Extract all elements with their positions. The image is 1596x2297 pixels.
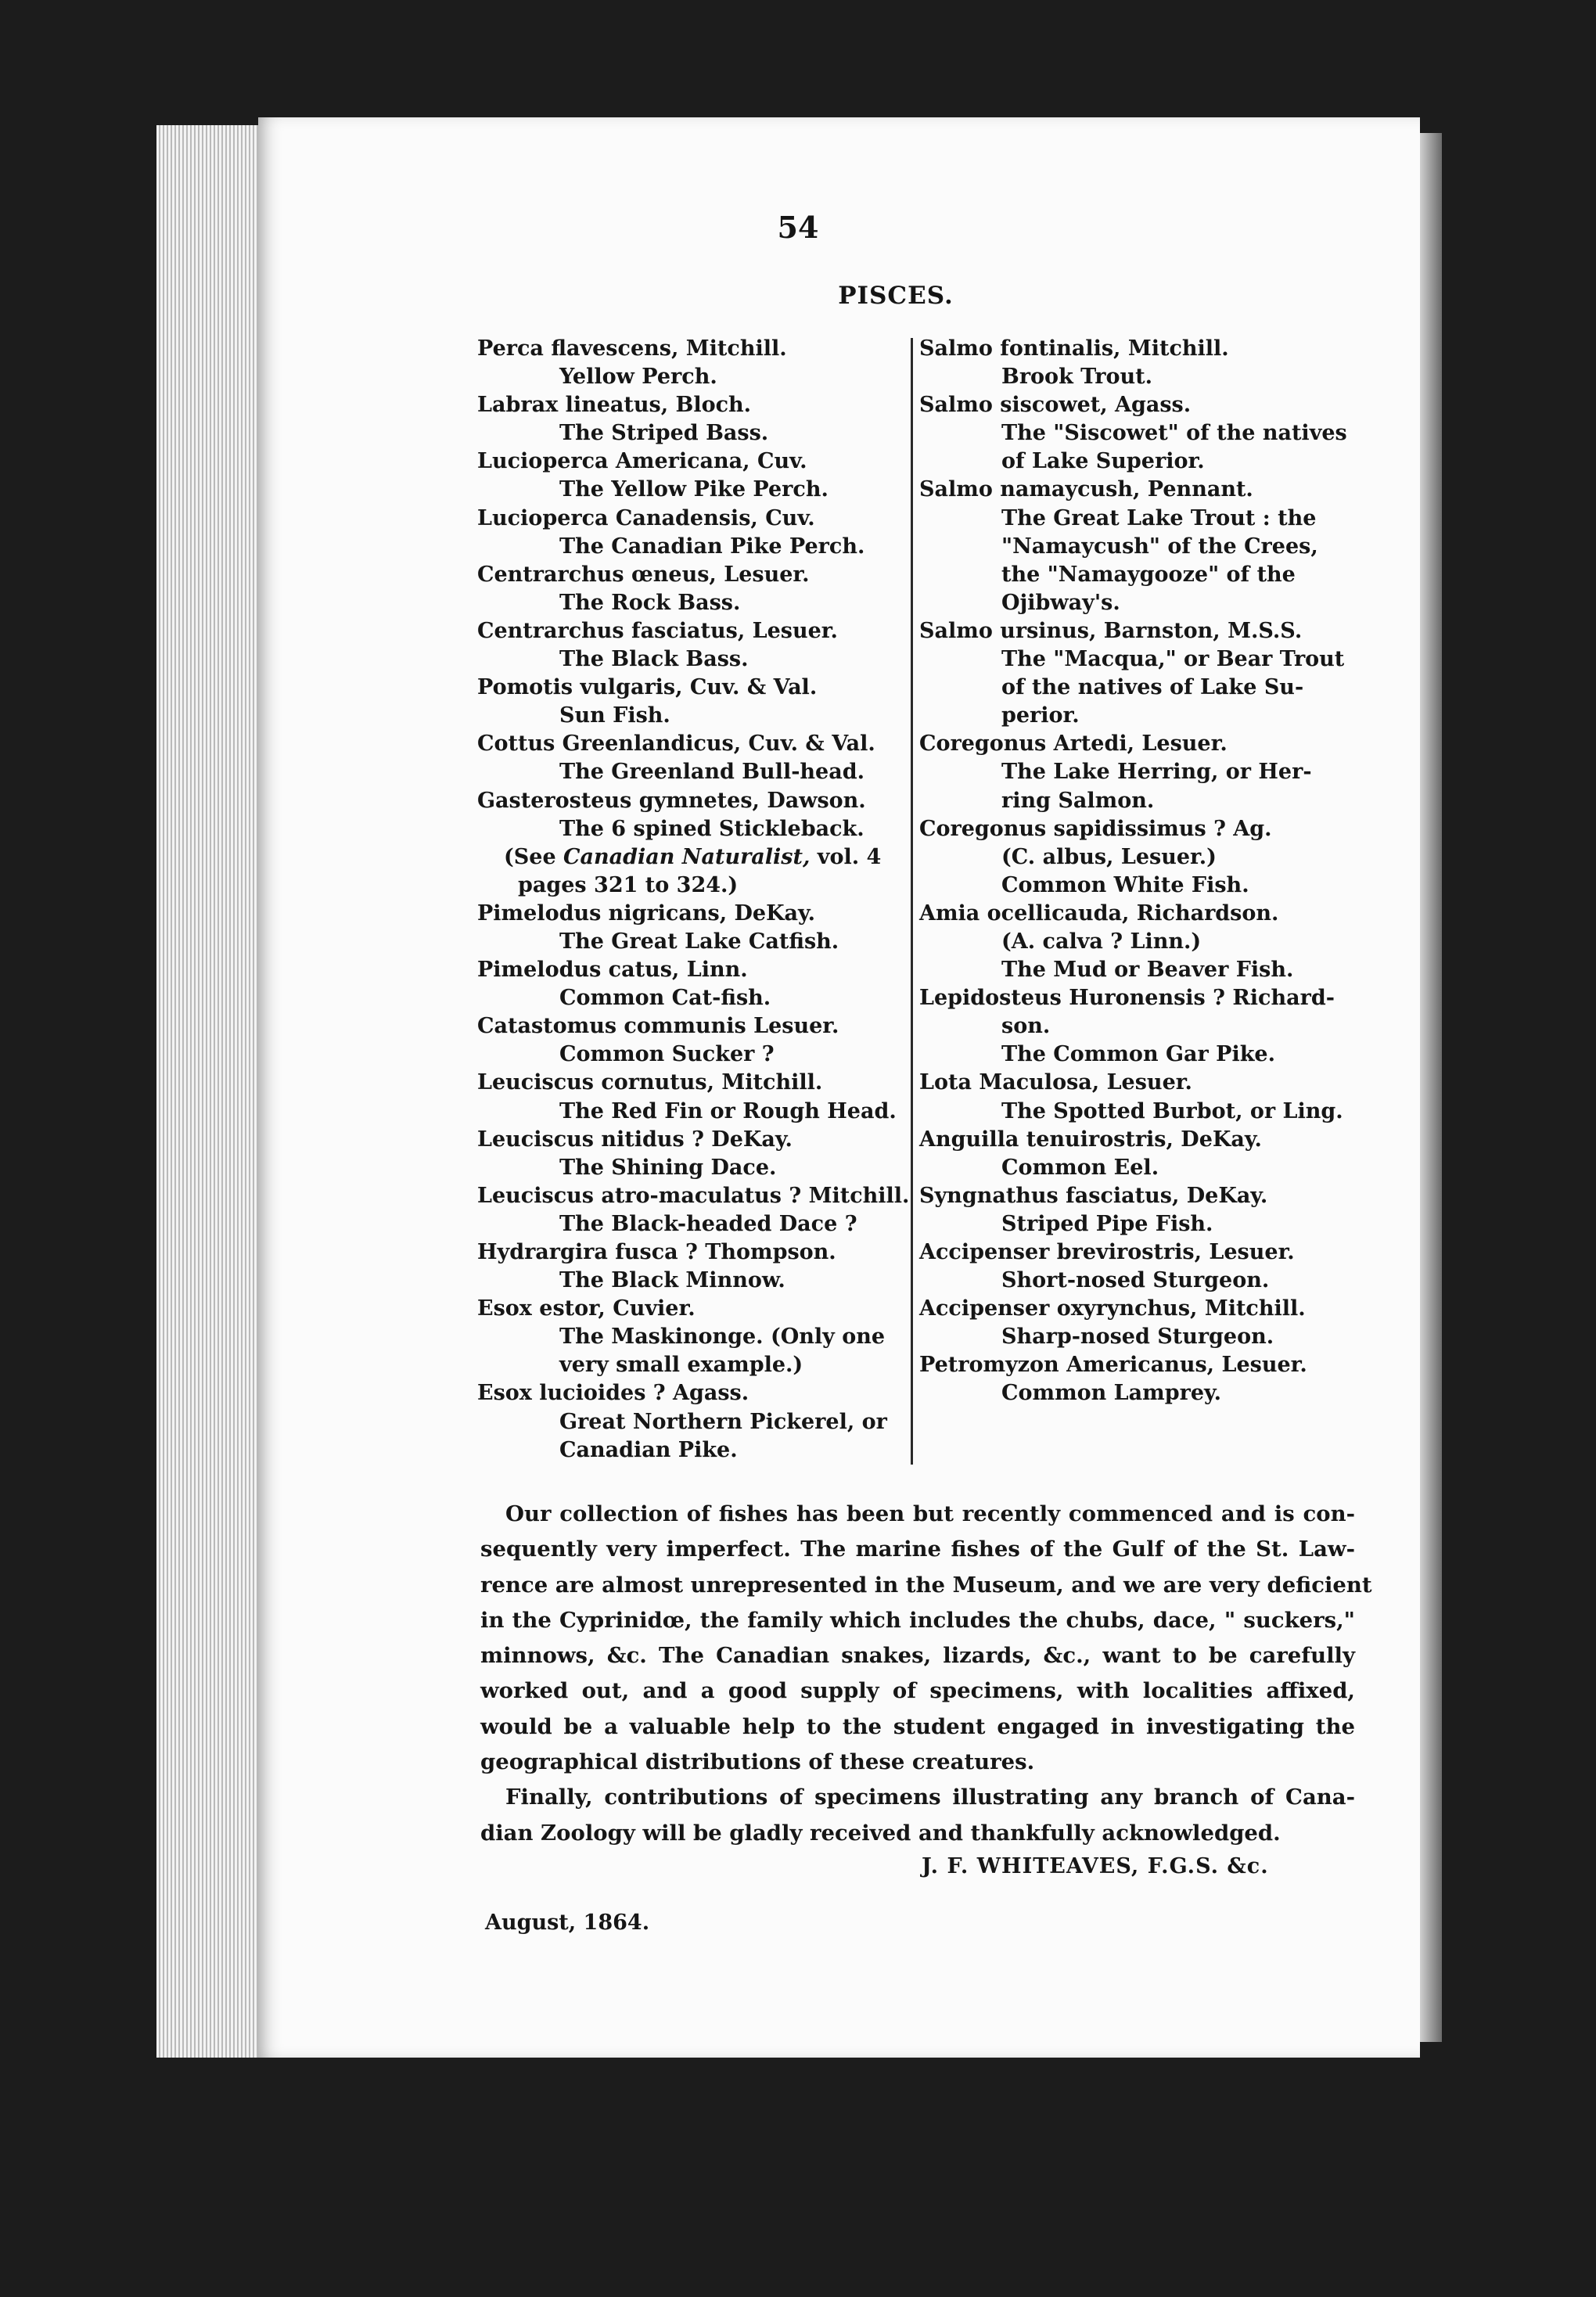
note-volume: vol. 4 (810, 844, 882, 869)
common-name: of Lake Superior. (1001, 449, 1205, 474)
species-entry (477, 561, 908, 617)
common-name: The Greenland Bull-head. (559, 760, 864, 785)
species-entry (919, 1238, 1357, 1295)
section-title: PISCES. (838, 282, 954, 310)
common-name: The Great Lake Catfish. (559, 929, 839, 954)
common-name: Great Northern Pickerel, or (559, 1409, 887, 1434)
reference-pages: pages 321 to 324.) (518, 872, 739, 897)
scientific-name: Centrarchus fasciatus, Lesuer. (477, 618, 838, 643)
common-name: Sharp-nosed Sturgeon. (1001, 1325, 1274, 1350)
scientific-name: Pimelodus catus, Linn. (477, 958, 748, 983)
paragraph-line: dian Zoology will be gladly received and thankfully acknowledged. (480, 1820, 1281, 1846)
common-name: the "Namaygooze" of the (1001, 562, 1296, 587)
common-name: The Great Lake Trout : the (1001, 505, 1317, 530)
page-number: 54 (777, 210, 819, 245)
note-open: (See (504, 844, 564, 869)
paragraph-line: would be a valuable help to the student engaged in investigating the (480, 1713, 1355, 1739)
common-name: The Canadian Pike Perch. (559, 534, 865, 559)
scientific-name: Pomotis vulgaris, Cuv. & Val. (477, 675, 818, 700)
common-name: The Mud or Beaver Fish. (1001, 958, 1294, 983)
common-name: Brook Trout. (1001, 365, 1153, 390)
species-entry (919, 335, 1357, 391)
species-entry (919, 1295, 1357, 1351)
species-entry (477, 956, 908, 1012)
species-entry (477, 730, 908, 786)
scientific-name: Accipenser brevirostris, Lesuer. (919, 1240, 1295, 1264)
scientific-name: Lucioperca Americana, Cuv. (477, 449, 807, 474)
scientific-name: Lucioperca Canadensis, Cuv. (477, 505, 815, 530)
species-entry (919, 476, 1357, 616)
species-entry (477, 505, 908, 561)
common-name: The Lake Herring, or Her- (1001, 760, 1312, 785)
common-name: son. (1001, 1014, 1051, 1039)
paragraph-line: Finally, contributions of specimens illustrating any branch of Cana- (505, 1785, 1355, 1810)
species-entry (477, 900, 908, 956)
scientific-name: Leuciscus nitidus ? DeKay. (477, 1127, 793, 1152)
species-entry (477, 787, 908, 843)
species-entry (477, 1012, 908, 1069)
closing-text (480, 1497, 1372, 1851)
common-name: (A. calva ? Linn.) (1001, 929, 1202, 954)
scientific-name: Perca flavescens, Mitchill. (477, 336, 787, 361)
common-name: Common Sucker ? (559, 1042, 775, 1067)
common-name: Ojibway's. (1001, 590, 1120, 615)
common-name: The Striped Bass. (559, 421, 769, 446)
right-column (919, 335, 1357, 1408)
species-entry (477, 448, 908, 504)
signature: J. F. WHITEAVES, F.G.S. &c. (922, 1854, 1269, 1878)
date: August, 1864. (485, 1911, 650, 1935)
common-name: Common Cat-fish. (559, 986, 771, 1011)
common-name: The Shining Dace. (559, 1155, 777, 1180)
scientific-name: Catastomus communis Lesuer. (477, 1014, 839, 1039)
paragraph-line: Our collection of fishes has been but recently commenced and is con- (505, 1501, 1355, 1526)
scientific-name: Salmo siscowet, Agass. (919, 393, 1192, 418)
species-entry (919, 617, 1357, 730)
common-name: Common Lamprey. (1001, 1381, 1221, 1406)
scientific-name: Esox lucioides ? Agass. (477, 1381, 749, 1406)
common-name: Yellow Perch. (559, 365, 717, 390)
common-name: Short-nosed Sturgeon. (1001, 1268, 1270, 1293)
common-name: The Black Minnow. (559, 1268, 785, 1293)
species-entry (919, 1182, 1357, 1238)
species-entry (477, 1379, 908, 1464)
scientific-name: Amia ocellicauda, Richardson. (919, 900, 1279, 926)
common-name: The "Siscowet" of the natives (1001, 421, 1347, 446)
species-entry (477, 1182, 908, 1238)
paragraph-line: geographical distributions of these creatures. (480, 1749, 1035, 1775)
common-name: (C. albus, Lesuer.) (1001, 844, 1217, 869)
common-name: The Rock Bass. (559, 590, 741, 615)
species-entry (477, 674, 908, 730)
scientific-name: Centrarchus œneus, Lesuer. (477, 562, 810, 587)
species-entry (477, 1295, 908, 1379)
species-entry (477, 335, 908, 391)
common-name: The Spotted Burbot, or Ling. (1001, 1098, 1343, 1123)
species-entry (477, 1069, 908, 1125)
scientific-name: Salmo namaycush, Pennant. (919, 477, 1253, 502)
species-entry (919, 900, 1357, 984)
species-entry (477, 391, 908, 448)
scientific-name: Coregonus Artedi, Lesuer. (919, 732, 1228, 757)
species-entry (477, 1126, 908, 1182)
species-entry (919, 391, 1357, 476)
species-entry (919, 1351, 1357, 1407)
common-name: Sun Fish. (559, 703, 670, 728)
scientific-name: Salmo fontinalis, Mitchill. (919, 336, 1229, 361)
common-name: Striped Pipe Fish. (1001, 1211, 1213, 1236)
paragraph-line: minnows, &c. The Canadian snakes, lizards, &c., want to be carefully (480, 1643, 1355, 1669)
journal-title: Canadian Naturalist, (563, 844, 811, 869)
common-name: Common White Fish. (1001, 872, 1249, 897)
common-name: The Maskinonge. (Only one (559, 1325, 886, 1350)
closing-paragraph-1 (480, 1497, 1372, 1780)
scientific-name: Pimelodus nigricans, DeKay. (477, 900, 816, 926)
scientific-name: Gasterosteus gymnetes, Dawson. (477, 788, 866, 813)
species-entry (919, 1126, 1357, 1182)
scientific-name: Salmo ursinus, Barnston, M.S.S. (919, 618, 1303, 643)
scientific-name: Hydrargira fusca ? Thompson. (477, 1240, 836, 1264)
left-column (477, 335, 908, 1465)
scientific-name: Leuciscus cornutus, Mitchill. (477, 1070, 823, 1095)
common-name: The Yellow Pike Perch. (559, 477, 829, 502)
common-name: The 6 spined Stickleback. (559, 816, 864, 841)
scientific-name: Coregonus sapidissimus ? Ag. (919, 816, 1272, 841)
species-entry (919, 1069, 1357, 1125)
page-right-edge (1420, 133, 1442, 2042)
closing-paragraph-2 (480, 1780, 1355, 1851)
common-name: ring Salmon. (1001, 788, 1155, 813)
common-name: Canadian Pike. (559, 1437, 738, 1462)
species-entry (919, 815, 1357, 900)
common-name: of the natives of Lake Su- (1001, 675, 1304, 700)
paragraph-line: sequently very imperfect. The marine fishes of the Gulf of the St. Law- (480, 1537, 1355, 1562)
common-name: The "Macqua," or Bear Trout (1001, 647, 1345, 672)
common-name: "Namaycush" of the Crees, (1001, 534, 1318, 559)
paragraph-line: in the Cyprinidœ, the family which includes the chubs, dace, " suckers," (480, 1607, 1355, 1633)
scientific-name: Cottus Greenlandicus, Cuv. & Val. (477, 732, 875, 757)
common-name: The Common Gar Pike. (1001, 1042, 1275, 1067)
reference-note (477, 843, 908, 872)
common-name: Common Eel. (1001, 1155, 1159, 1180)
scientific-name: Leuciscus atro-maculatus ? Mitchill. (477, 1183, 910, 1208)
scientific-name: Syngnathus fasciatus, DeKay. (919, 1183, 1268, 1208)
common-name: The Red Fin or Rough Head. (559, 1098, 897, 1123)
scientific-name: Petromyzon Americanus, Lesuer. (919, 1353, 1307, 1378)
paragraph-line: worked out, and a good supply of specimens, with localities affixed, (480, 1678, 1355, 1704)
column-divider (911, 338, 913, 1465)
scientific-name: Accipenser oxyrynchus, Mitchill. (919, 1296, 1306, 1321)
scientific-name: Labrax lineatus, Bloch. (477, 393, 752, 418)
species-entry (919, 730, 1357, 814)
common-name: The Black Bass. (559, 647, 749, 672)
common-name: very small example.) (559, 1353, 803, 1378)
scientific-name: Esox estor, Cuvier. (477, 1296, 696, 1321)
species-entry (477, 1238, 908, 1295)
species-entry (477, 617, 908, 674)
scientific-name: Lepidosteus Huronensis ? Richard- (919, 986, 1335, 1011)
common-name: The Black-headed Dace ? (559, 1211, 857, 1236)
scientific-name: Lota Maculosa, Lesuer. (919, 1070, 1192, 1095)
paragraph-line: rence are almost unrepresented in the Museum, and we are very deficient (480, 1572, 1372, 1598)
species-entry (919, 984, 1357, 1069)
common-name: perior. (1001, 703, 1080, 728)
scientific-name: Anguilla tenuirostris, DeKay. (919, 1127, 1262, 1152)
